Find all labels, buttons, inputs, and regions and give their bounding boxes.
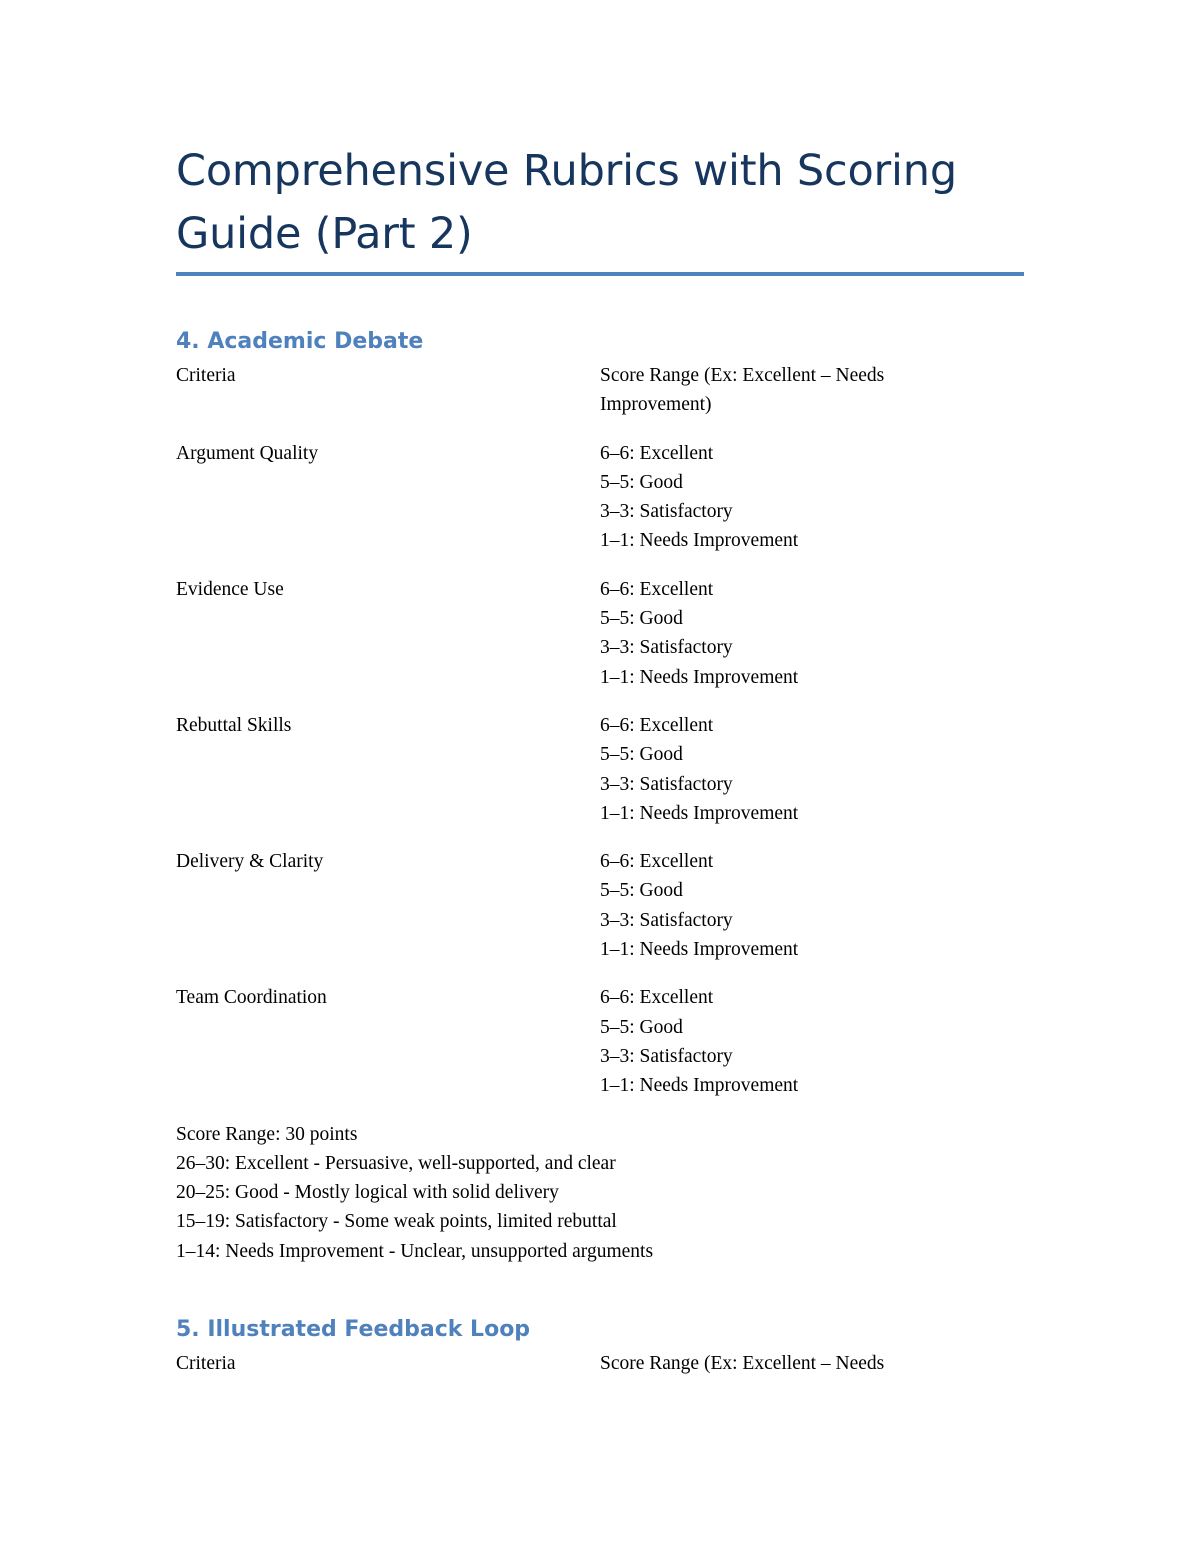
score-level: 1–1: Needs Improvement bbox=[600, 802, 799, 824]
score-level: 1–1: Needs Improvement bbox=[600, 666, 799, 688]
criteria-column-header: Criteria bbox=[176, 365, 236, 386]
score-levels bbox=[600, 439, 930, 556]
score-level: 3–3: Satisfactory bbox=[600, 637, 733, 659]
title-underline-divider bbox=[176, 272, 1024, 276]
score-level: 3–3: Satisfactory bbox=[600, 501, 733, 523]
criterion-name: Evidence Use bbox=[176, 578, 284, 600]
score-column-header: Score Range (Ex: Excellent – Needs bbox=[600, 1353, 885, 1375]
score-column-header: Score Range (Ex: Excellent – Needs Improvement) bbox=[600, 365, 885, 416]
score-level: 5–5: Good bbox=[600, 880, 683, 902]
document-title: Comprehensive Rubrics with Scoring Guide (Part 2) bbox=[176, 146, 957, 259]
criterion-name: Team Coordination bbox=[176, 987, 327, 1009]
section-heading: 5. Illustrated Feedback Loop bbox=[176, 1317, 531, 1343]
rubric-row bbox=[176, 575, 1024, 692]
criteria-column-header: Criteria bbox=[176, 1353, 236, 1375]
criterion-name: Delivery & Clarity bbox=[176, 851, 324, 873]
score-level: 3–3: Satisfactory bbox=[600, 1045, 733, 1067]
summary-line: 1–14: Needs Improvement - Unclear, unsupported arguments bbox=[176, 1240, 654, 1262]
summary-line: 26–30: Excellent - Persuasive, well-supported, and clear bbox=[176, 1152, 616, 1174]
score-level: 6–6: Excellent bbox=[600, 578, 714, 600]
score-levels bbox=[600, 847, 930, 964]
score-level: 6–6: Excellent bbox=[600, 714, 714, 736]
summary-line: Score Range: 30 points bbox=[176, 1123, 358, 1145]
score-level: 3–3: Satisfactory bbox=[600, 773, 733, 795]
score-level: 6–6: Excellent bbox=[600, 442, 714, 464]
summary-line: 15–19: Satisfactory - Some weak points, limited rebuttal bbox=[176, 1211, 617, 1233]
score-levels bbox=[600, 575, 930, 692]
criterion-name: Rebuttal Skills bbox=[176, 714, 292, 736]
score-levels bbox=[600, 711, 930, 828]
score-level: 5–5: Good bbox=[600, 608, 683, 630]
score-level: 6–6: Excellent bbox=[600, 987, 714, 1009]
score-level: 1–1: Needs Improvement bbox=[600, 1075, 799, 1097]
criterion-name: Argument Quality bbox=[176, 442, 319, 464]
rubric-table bbox=[176, 1349, 1024, 1378]
score-level: 1–1: Needs Improvement bbox=[600, 939, 799, 961]
section-academic-debate bbox=[176, 326, 1024, 1266]
section-illustrated-feedback-loop bbox=[176, 1314, 1024, 1378]
rubric-row bbox=[176, 847, 1024, 964]
score-level: 6–6: Excellent bbox=[600, 851, 714, 873]
rubric-row bbox=[176, 983, 1024, 1100]
rubric-header-row bbox=[176, 1349, 1024, 1378]
score-level: 5–5: Good bbox=[600, 1016, 683, 1038]
document-page bbox=[176, 140, 1024, 1378]
rubric-row bbox=[176, 439, 1024, 556]
score-level: 3–3: Satisfactory bbox=[600, 909, 733, 931]
section-heading: 4. Academic Debate bbox=[176, 329, 424, 354]
score-level: 1–1: Needs Improvement bbox=[600, 530, 799, 552]
score-level: 5–5: Good bbox=[600, 471, 683, 493]
rubric-row bbox=[176, 711, 1024, 828]
score-levels bbox=[600, 983, 930, 1100]
summary-line: 20–25: Good - Mostly logical with solid delivery bbox=[176, 1182, 559, 1204]
rubric-table bbox=[176, 361, 1024, 1101]
score-level: 5–5: Good bbox=[600, 744, 683, 766]
score-summary bbox=[176, 1120, 1024, 1266]
rubric-header-row bbox=[176, 361, 1024, 420]
